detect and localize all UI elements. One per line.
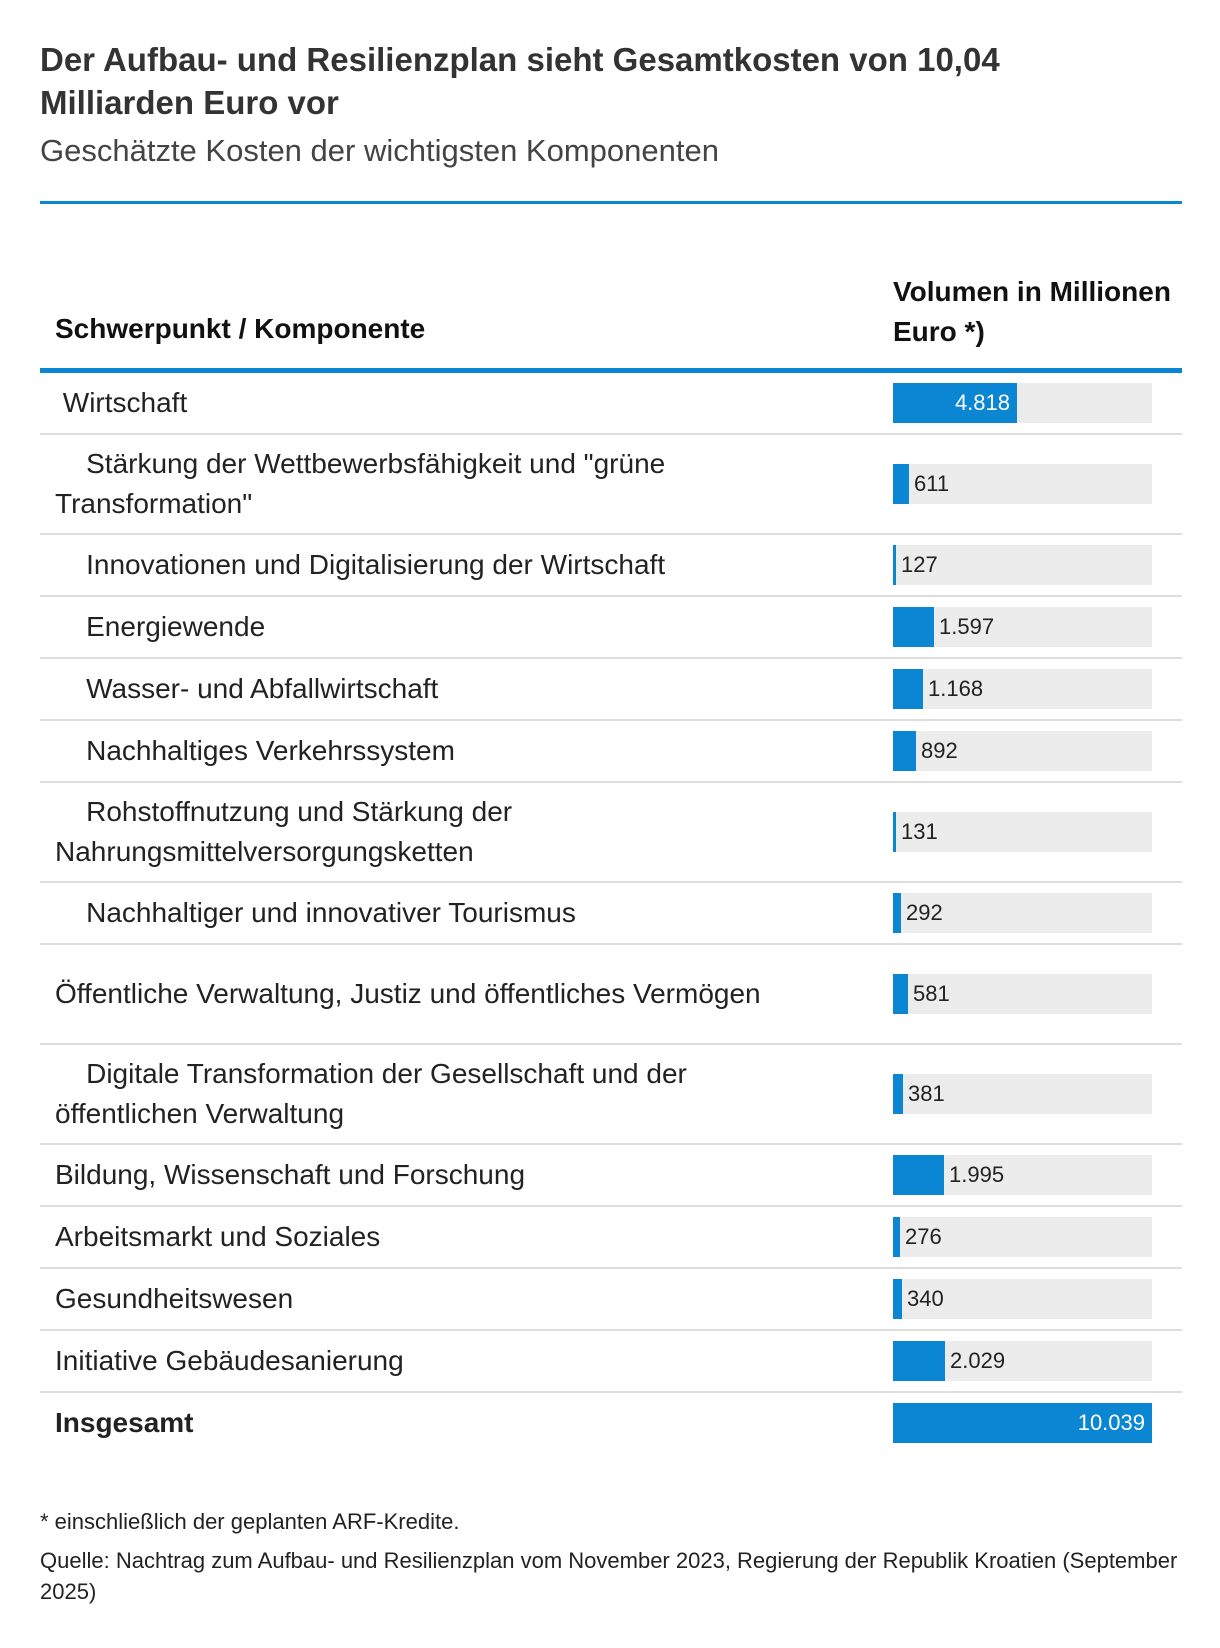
value-label: 892 — [921, 738, 958, 763]
bar-track — [893, 812, 1152, 852]
value-label: 131 — [901, 819, 938, 844]
bar — [893, 1341, 945, 1381]
row-label: Rohstoffnutzung und Stärkung der Nahrungsmittelversorgungsketten — [55, 796, 513, 867]
row-label: Insgesamt — [55, 1407, 194, 1438]
table-row — [40, 783, 1182, 883]
row-label: Wasser- und Abfallwirtschaft — [55, 673, 439, 704]
footnote: * einschließlich der geplanten ARF-Kredite. — [40, 1509, 460, 1534]
row-label: Nachhaltiges Verkehrssystem — [55, 735, 455, 766]
table-row — [40, 435, 1182, 535]
column-divider — [860, 535, 862, 595]
table-row — [40, 883, 1182, 945]
table-row — [40, 659, 1182, 721]
column-header-volume: Volumen in Millionen Euro *) — [893, 276, 1171, 347]
value-label: 4.818 — [954, 390, 1010, 415]
bar-track — [893, 464, 1152, 504]
column-divider — [860, 1331, 862, 1391]
bar-track — [893, 1403, 1152, 1443]
table-body — [40, 373, 1182, 1453]
row-label: Stärkung der Wettbewerbsfähigkeit und "grüne Transformation" — [55, 448, 666, 519]
bar — [893, 1074, 903, 1114]
table-row — [40, 535, 1182, 597]
bar-track — [893, 893, 1152, 933]
value-label: 1.597 — [939, 614, 995, 639]
table-row — [40, 597, 1182, 659]
table-row — [40, 721, 1182, 783]
bar — [893, 607, 934, 647]
bar — [893, 1279, 902, 1319]
row-label: Öffentliche Verwaltung, Justiz und öffentliches Vermögen — [55, 978, 761, 1009]
value-label: 611 — [914, 471, 950, 496]
table-row — [40, 1207, 1182, 1269]
bar — [893, 464, 909, 504]
column-divider — [860, 783, 862, 881]
column-divider — [860, 1145, 862, 1205]
table-row — [40, 1045, 1182, 1145]
bar — [893, 731, 916, 771]
column-divider — [860, 435, 862, 533]
value-label: 2.029 — [950, 1348, 1006, 1373]
column-divider — [860, 1269, 862, 1329]
bar-track — [893, 669, 1152, 709]
column-divider — [860, 945, 862, 1043]
table-row — [40, 373, 1182, 435]
bar — [893, 1155, 944, 1195]
bar — [893, 893, 901, 933]
row-label: Gesundheitswesen — [55, 1283, 294, 1314]
bar-track — [893, 1074, 1152, 1114]
bar-track — [893, 1341, 1152, 1381]
table-row — [40, 1269, 1182, 1331]
bar-track — [893, 1155, 1152, 1195]
bar-track — [893, 731, 1152, 771]
bar — [893, 1217, 900, 1257]
column-divider — [860, 373, 862, 433]
bar-track — [893, 1217, 1152, 1257]
chart-subtitle: Geschätzte Kosten der wichtigsten Komponenten — [40, 133, 719, 168]
column-header-component: Schwerpunkt / Komponente — [55, 313, 426, 344]
column-divider — [860, 1207, 862, 1267]
value-label: 292 — [906, 900, 943, 925]
bar — [893, 669, 923, 709]
column-divider — [860, 1045, 862, 1143]
title-divider — [40, 201, 1182, 204]
bar-track — [893, 383, 1152, 423]
value-label: 276 — [905, 1224, 942, 1249]
source-note: Quelle: Nachtrag zum Aufbau- und Resilienzplan vom November 2023, Regierung der Republik Kroatien (September 2025) — [40, 1548, 1178, 1604]
bar-track — [893, 545, 1152, 585]
row-label: Innovationen und Digitalisierung der Wirtschaft — [55, 549, 666, 580]
table-row — [40, 1393, 1182, 1453]
value-label: 381 — [908, 1081, 945, 1106]
value-label: 1.168 — [928, 676, 984, 701]
row-label: Arbeitsmarkt und Soziales — [55, 1221, 381, 1252]
table-row — [40, 1145, 1182, 1207]
bar-track — [893, 1279, 1152, 1319]
row-label: Wirtschaft — [55, 387, 188, 418]
column-divider — [860, 883, 862, 943]
value-label: 10.039 — [1077, 1410, 1145, 1435]
value-label: 340 — [907, 1286, 944, 1311]
row-label: Initiative Gebäudesanierung — [55, 1345, 404, 1376]
value-label: 1.995 — [949, 1162, 1005, 1187]
column-divider — [860, 1393, 862, 1453]
row-label: Energiewende — [55, 611, 266, 642]
row-label: Nachhaltiger und innovativer Tourismus — [55, 897, 576, 928]
value-label: 127 — [901, 552, 938, 577]
row-label: Digitale Transformation der Gesellschaft und der öffentlichen Verwaltung — [55, 1058, 687, 1129]
column-divider — [860, 597, 862, 657]
table-row — [40, 1331, 1182, 1393]
bar-track — [893, 607, 1152, 647]
chart-title: Der Aufbau- und Resilienzplan sieht Gesamtkosten von 10,04 Milliarden Euro vor — [40, 41, 1000, 121]
value-label: 581 — [913, 981, 950, 1006]
column-divider — [860, 721, 862, 781]
table-row — [40, 945, 1182, 1045]
bar-track — [893, 974, 1152, 1014]
column-divider — [860, 659, 862, 719]
bar — [893, 974, 908, 1014]
bar — [893, 545, 896, 585]
row-label: Bildung, Wissenschaft und Forschung — [55, 1159, 526, 1190]
bar — [893, 812, 896, 852]
